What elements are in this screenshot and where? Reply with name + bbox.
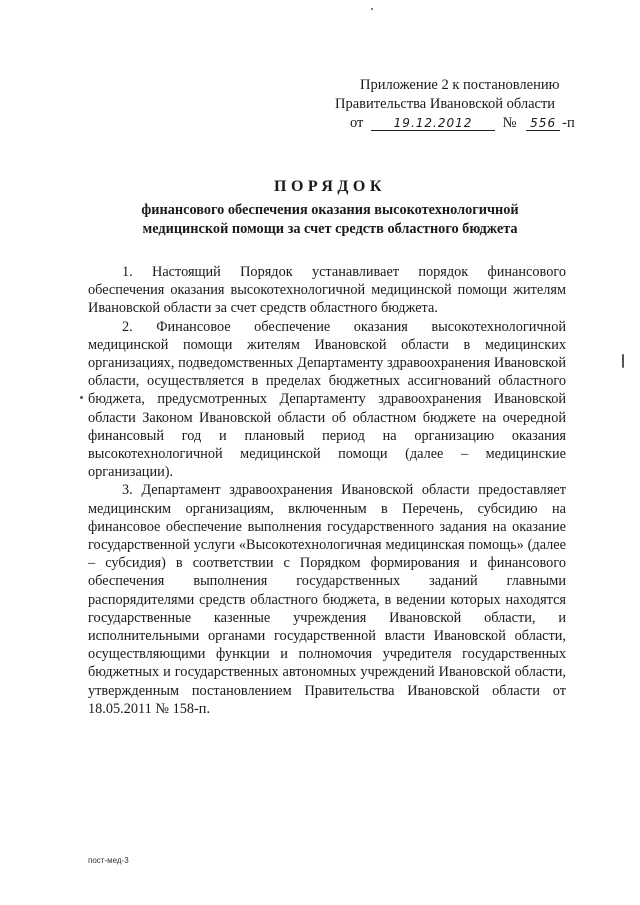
- handwritten-number: 556: [526, 116, 560, 131]
- scan-mark: [622, 354, 624, 368]
- annex-line-2: Правительства Ивановской области: [335, 96, 556, 112]
- title-heading: ПОРЯДОК: [274, 178, 386, 195]
- handwritten-date: 19.12.2012: [371, 116, 495, 131]
- footer-code: пост-мед-3: [88, 856, 129, 865]
- annex-date-row: [330, 114, 580, 133]
- paragraph-1: 1. Настоящий Порядок устанавливает порядок финансового обеспечения оказания высокотехнологичной медицинской помощи жителям Ивановской области за счет средств областного бюджета.: [88, 264, 566, 317]
- number-suffix: -п: [562, 115, 575, 131]
- document-title: [90, 177, 570, 239]
- title-line-1: финансового обеспечения оказания высокотехнологичной: [141, 202, 519, 218]
- scan-speck: [371, 8, 373, 10]
- title-line-2: медицинской помощи за счет средств областного бюджета: [142, 221, 518, 237]
- paragraph-2: 2. Финансовое обеспечение оказания высокотехнологичной медицинской помощи жителям Ивановской области в медицинских организациях, подведомственных Департаменту здравоохранения Ивановской области, осуществляется в пределах бюджетных ассигнований областного бюджета, предусмотренных Департаменту здравоохранения Ивановской области Законом Ивановской области об областном бюджете на очередной финансовый год и плановый период на организацию оказания высокотехнологичной медицинской помощи (далее – медицинские организации).: [88, 318, 566, 481]
- number-prefix: №: [502, 115, 517, 131]
- document-body: [88, 263, 566, 718]
- date-prefix: от: [350, 115, 364, 131]
- paragraph-3: 3. Департамент здравоохранения Ивановской области предоставляет медицинским организациям, включенным в Перечень, субсидию на финансовое обеспечение выполнения государственного задания на оказание государственной услуги «Высокотехнологичная медицинская помощь» (далее – субсидия) в соответствии с Порядком формирования и финансового обеспечения выполнения государственных заданий главными распорядителями средств областного бюджета, в ведении которых находятся государственные казенные учреждения Ивановской области, и исполнительными органами государственной власти Ивановской области, осуществляющими функции и полномочия учредителя государственных бюджетных и государственных автономных учреждений Ивановской области, утвержденным постановлением Правительства Ивановской области от 18.05.2011 № 158-п.: [88, 482, 566, 717]
- annex-header: [330, 76, 580, 133]
- scan-speck: [80, 396, 83, 399]
- annex-line-1: Приложение 2 к постановлению: [360, 77, 560, 93]
